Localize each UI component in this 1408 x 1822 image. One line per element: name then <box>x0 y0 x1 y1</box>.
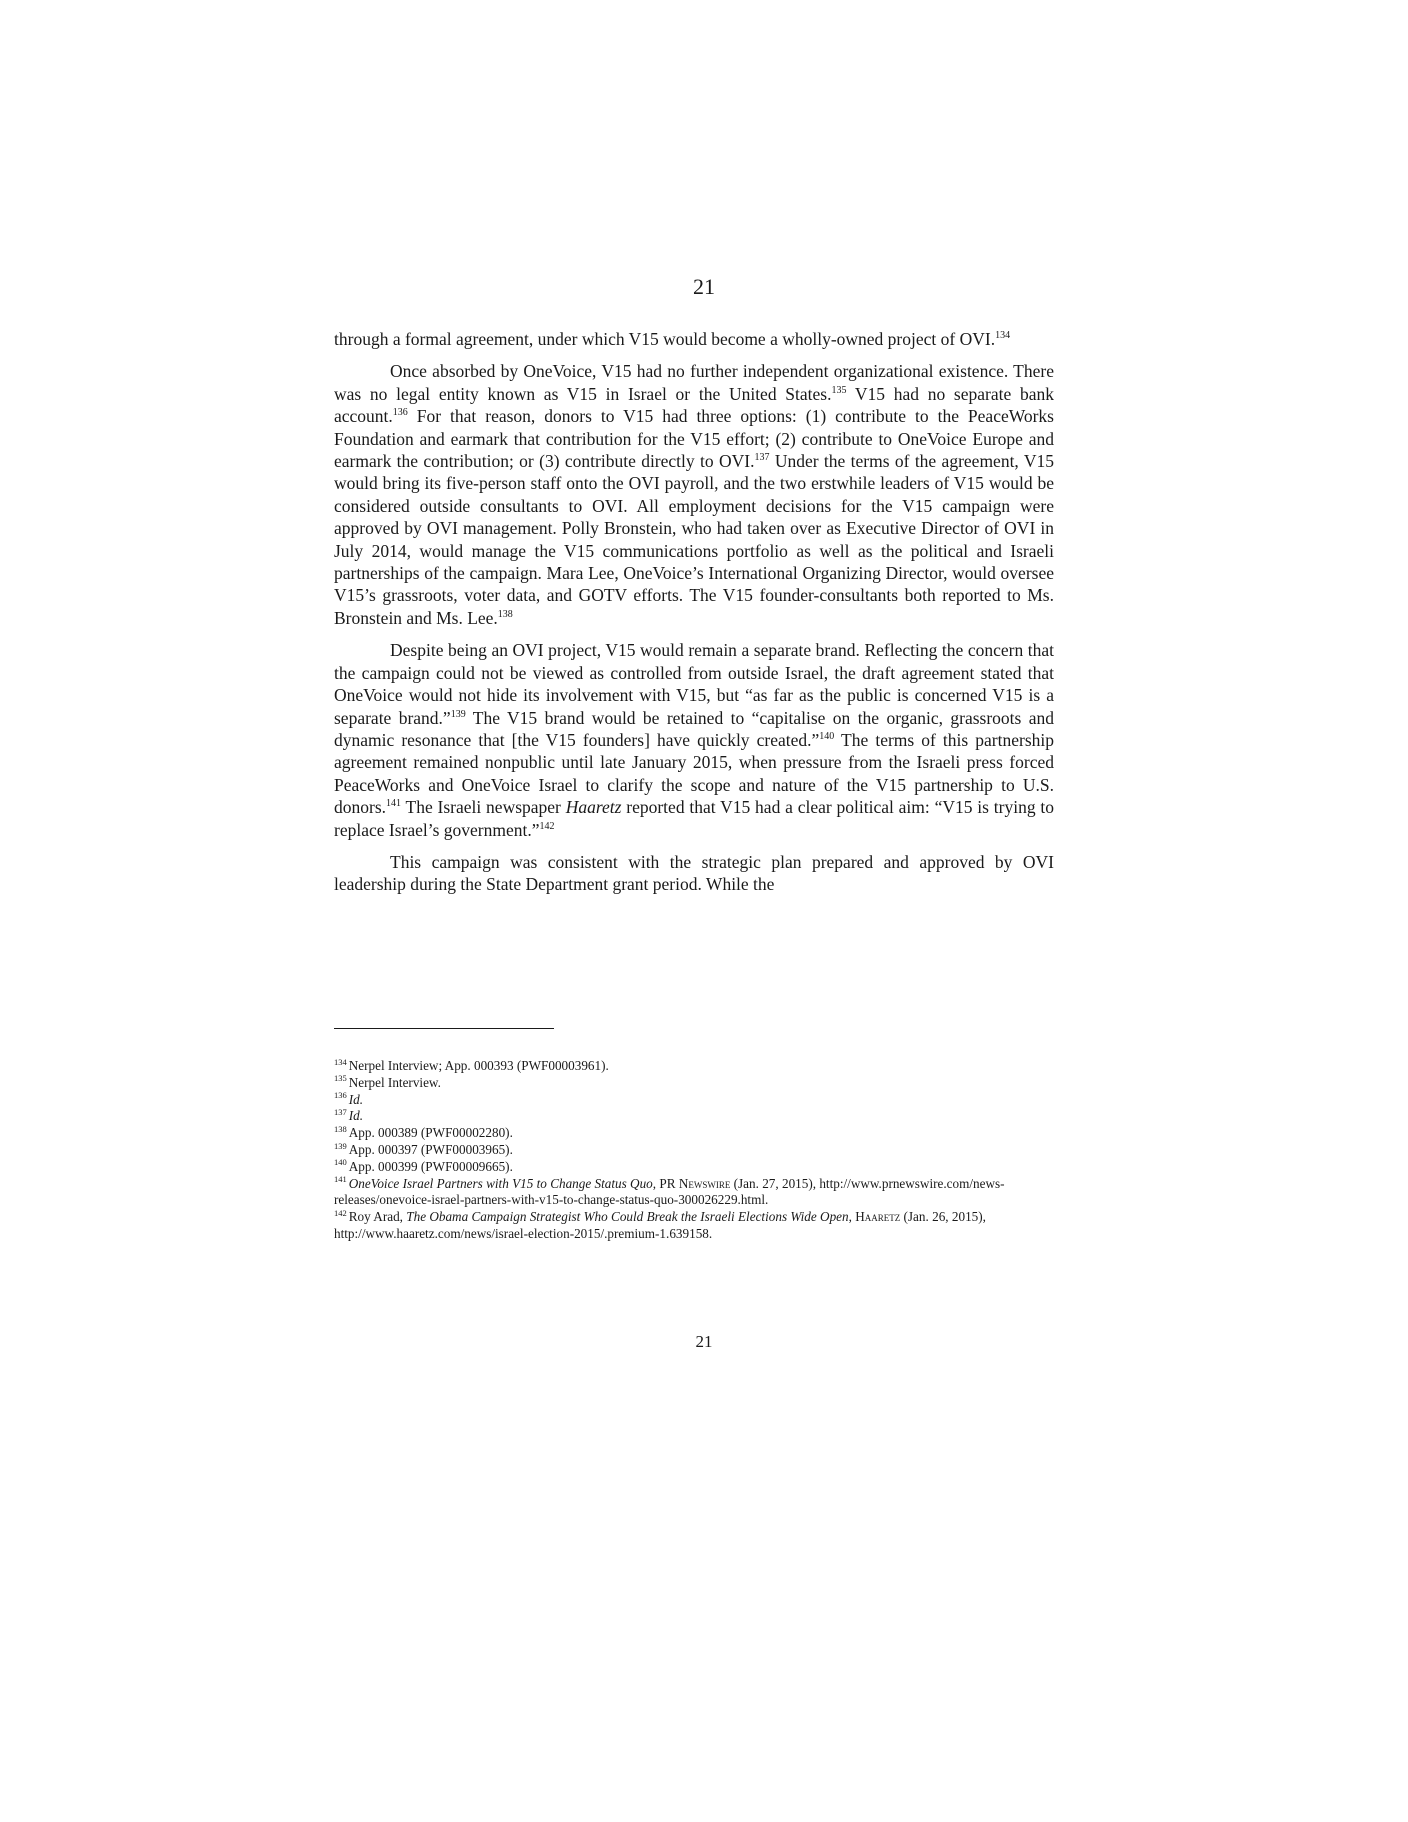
body-text <box>334 328 1054 906</box>
footnote-text: Id. <box>348 1091 364 1107</box>
page-number-bottom: 21 <box>695 1332 713 1351</box>
footnote-divider <box>334 1028 554 1029</box>
footnote-number: 142 <box>334 1207 347 1218</box>
footnote-ref[interactable]: 141 <box>386 798 402 810</box>
paragraph-text: Under the terms of the agreement, V15 would bring its five-person staff onto the OVI payroll, and the two erstwhile leaders of V15 would be considered outside consultants to OVI. All employment decisions for the V15 campaign were approved by OVI management. Polly Bronstein, who had taken over as Executive Director of OVI in July 2014, would manage the V15 communications portfolio as well as the political and Israeli partnerships of the campaign. Mara Lee, OneVoice’s International Organizing Director, would oversee V15’s grassroots, voter data, and GOTV efforts. The V15 founder-consultants both reported to Ms. Bronstein and Ms. Lee. <box>334 451 1054 628</box>
footnote-135 <box>334 1075 1064 1092</box>
footnote-ref[interactable]: 142 <box>539 820 555 832</box>
footnote-141 <box>334 1176 1064 1210</box>
paragraph-text: Once absorbed by OneVoice, V15 had no further independent organizational existence. There was no legal entity known as V15 in Israel or the United States. <box>334 361 1054 404</box>
footnote-number: 141 <box>334 1174 347 1185</box>
footnote-number: 137 <box>334 1107 347 1117</box>
footnote-text: , PR <box>652 1175 679 1191</box>
footnote-text: Roy Arad, <box>348 1209 407 1225</box>
footnote-number: 134 <box>334 1056 347 1067</box>
page-number-top: 21 <box>693 274 715 299</box>
newspaper-title: Haaretz <box>565 797 622 818</box>
publication-name: Newswire <box>678 1175 731 1191</box>
footnote-142 <box>334 1209 1064 1243</box>
footnote-ref[interactable]: 140 <box>819 731 835 743</box>
footnote-link-text[interactable]: (Jan. 27, 2015), http://www.prnewswire.com/news-releases/onevoice-israel-partners-with-v15-to-change-status-quo-300026229.html. <box>334 1175 1005 1208</box>
footnote-ref[interactable]: 135 <box>831 384 847 396</box>
footnotes <box>334 1058 1064 1243</box>
paragraph-2 <box>334 360 1054 629</box>
footnote-text: App. 000397 (PWF00003965). <box>348 1141 513 1157</box>
footnote-number: 140 <box>334 1157 347 1168</box>
paragraph-text: through a formal agreement, under which V15 would become a wholly-owned project of OVI. <box>334 329 996 349</box>
paragraph-text: For that reason, donors to V15 had three options: (1) contribute to the PeaceWorks Foundation and earmark that contribution for the V15 effort; (2) contribute to OneVoice Europe and earmark the contribution; or (3) contribute directly to OVI. <box>334 406 1054 472</box>
paragraph-text: Despite being an OVI project, V15 would remain a separate brand. Reflecting the concern that the campaign could not be viewed as controlled from outside Israel, the draft agreement stated that OneVoice would not hide its involvement with V15, but “as far as the public is concerned V15 is a separate brand.” <box>334 640 1054 728</box>
footnote-text: App. 000399 (PWF00009665). <box>348 1158 513 1174</box>
footnote-139 <box>334 1142 1064 1159</box>
paragraph-text: The V15 brand would be retained to “capitalise on the organic, grassroots and dynamic resonance that [the V15 founders] have quickly created.” <box>334 707 1054 750</box>
footnote-link-text[interactable]: (Jan. 26, 2015), http://www.haaretz.com/news/israel-election-2015/.premium-1.639158. <box>334 1209 986 1241</box>
footnote-ref[interactable]: 136 <box>392 407 408 419</box>
footnote-number: 138 <box>334 1123 347 1134</box>
article-title: OneVoice Israel Partners with V15 to Change Status Quo <box>348 1175 653 1191</box>
footnote-ref[interactable]: 138 <box>497 609 513 621</box>
footnote-text: , <box>848 1209 856 1225</box>
footnote-ref[interactable]: 139 <box>450 708 466 720</box>
footnote-138 <box>334 1125 1064 1142</box>
footnote-140 <box>334 1159 1064 1176</box>
footnote-text: Nerpel Interview. <box>348 1074 441 1090</box>
footnote-text: Id. <box>348 1108 364 1124</box>
paragraph-4 <box>334 851 1054 896</box>
footnote-ref[interactable]: 134 <box>995 330 1011 342</box>
footnote-number: 135 <box>334 1073 347 1084</box>
paragraph-3 <box>334 639 1054 841</box>
footnote-ref[interactable]: 137 <box>754 452 770 464</box>
footnote-number: 136 <box>334 1090 347 1101</box>
paragraph-text: The Israeli newspaper <box>401 797 566 818</box>
paragraph-text: The terms of this partnership agreement remained nonpublic until late January 2015, when pressure from the Israeli press forced PeaceWorks and OneVoice Israel to clarify the scope and nature of the V15 partnership to U.S. donors. <box>334 729 1055 818</box>
footnote-137 <box>334 1108 1064 1125</box>
footnote-text: Nerpel Interview; App. 000393 (PWF00003961). <box>348 1058 609 1073</box>
footnote-number: 139 <box>334 1140 347 1151</box>
paragraph-text: This campaign was consistent with the strategic plan prepared and approved by OVI leadership during the State Department grant period. While the <box>334 851 1054 895</box>
publication-name: Haaretz <box>855 1209 901 1225</box>
paragraph-text: V15 had no separate bank account. <box>334 383 1054 427</box>
paragraph-text: reported that V15 had a clear political aim: “V15 is trying to replace Israel’s government.” <box>334 797 1054 840</box>
footnote-text: App. 000389 (PWF00002280). <box>348 1125 513 1141</box>
footnote-134 <box>334 1058 1064 1075</box>
footnote-136 <box>334 1092 1064 1109</box>
article-title: The Obama Campaign Strategist Who Could Break the Israeli Elections Wide Open <box>406 1209 849 1225</box>
paragraph-1 <box>334 328 1054 350</box>
